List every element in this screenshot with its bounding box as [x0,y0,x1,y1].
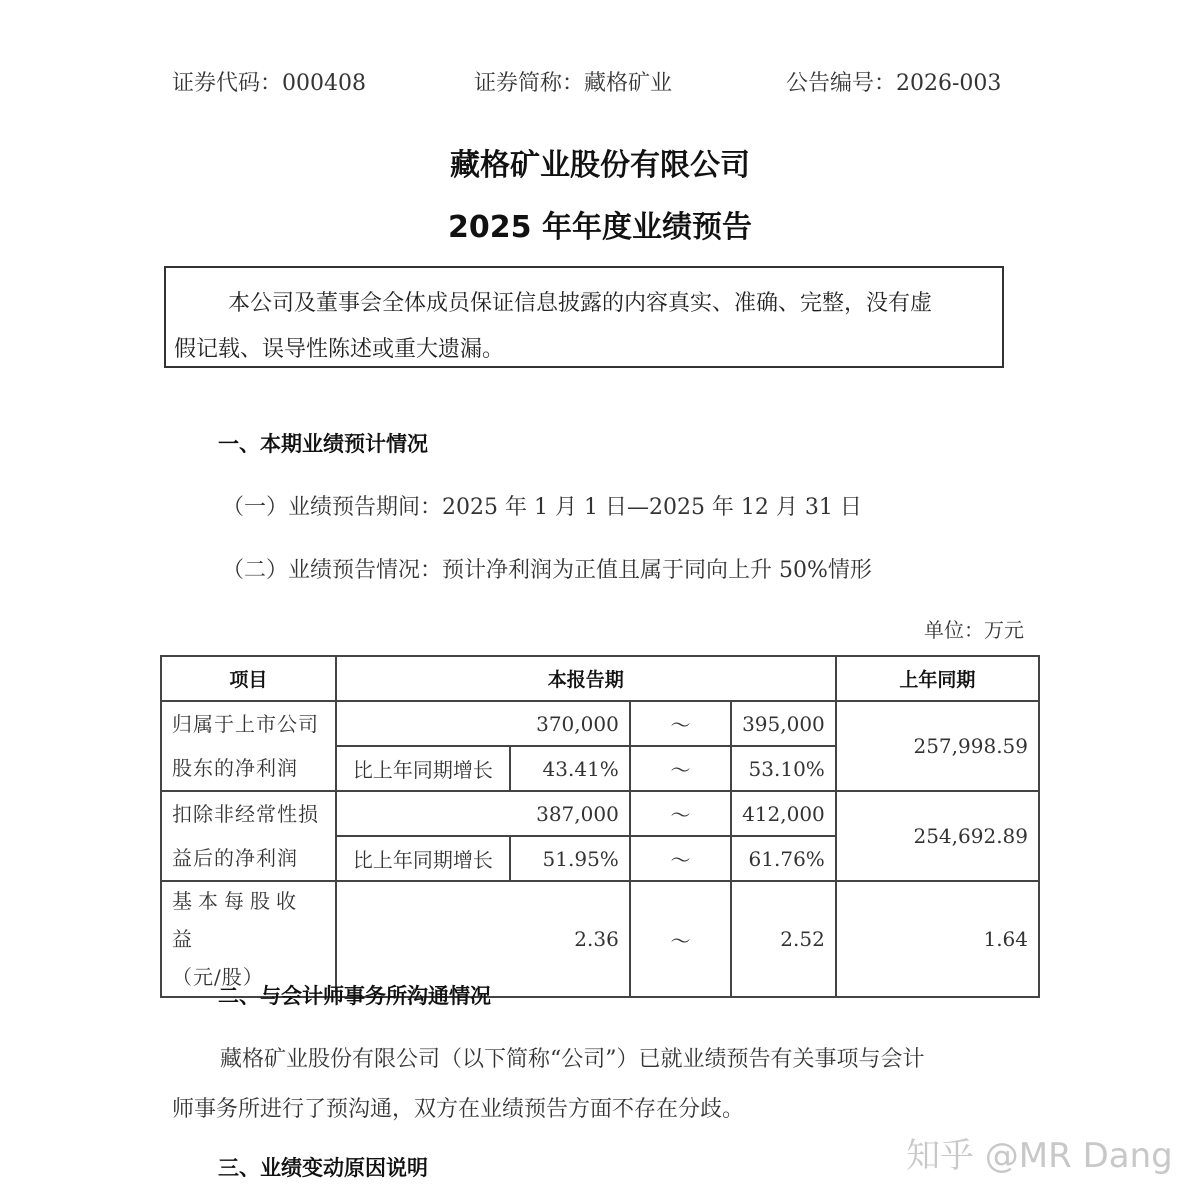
net-profit-prior: 257,998.59 [836,701,1039,791]
report-title: 2025 年年度业绩预告 [448,210,752,245]
net-profit-low: 370,000 [336,701,630,746]
row-item-net-profit: 归属于上市公司 股东的净利润 [161,701,336,791]
table-header-row [161,656,1039,701]
eps-high: 2.52 [731,881,836,997]
growth-label: 比上年同期增长 [336,836,510,881]
disclaimer-box [164,266,1004,368]
forecast-situation: （二）业绩预告情况：预计净利润为正值且属于同向上升 50%情形 [222,558,872,583]
net-profit-growth-low: 43.41% [510,746,630,791]
header-item: 项目 [161,656,336,701]
range-tilde: ～ [630,791,731,836]
section-2-heading: 二、与会计师事务所沟通情况 [218,984,491,1008]
forecast-period: （一）业绩预告期间：2025 年 1 月 1 日—2025 年 12 月 31 日 [222,495,862,520]
company-title: 藏格矿业股份有限公司 [450,148,750,183]
unit-label: 单位：万元 [924,618,1024,642]
header-current-period: 本报告期 [336,656,836,701]
disclaimer-line-1: 本公司及董事会全体成员保证信息披露的内容真实、准确、完整，没有虚 [228,291,933,316]
growth-label: 比上年同期增长 [336,746,510,791]
net-profit-high: 395,000 [731,701,836,746]
section-1-heading: 一、本期业绩预计情况 [218,432,428,456]
row-item-eps: 基本每股收益 （元/股） [161,881,336,997]
section-3-heading: 三、业绩变动原因说明 [218,1156,428,1180]
range-tilde: ～ [630,836,731,881]
announcement-number: 公告编号：2026-003 [786,71,1002,96]
eps-low: 2.36 [336,881,630,997]
range-tilde: ～ [630,881,731,997]
stock-name: 证券简称：藏格矿业 [474,71,673,96]
section-2-line-2: 师事务所进行了预沟通，双方在业绩预告方面不存在分歧。 [172,1097,745,1122]
range-tilde: ～ [630,746,731,791]
range-tilde: ～ [630,701,731,746]
net-profit-growth-high: 53.10% [731,746,836,791]
header-prior-period: 上年同期 [836,656,1039,701]
forecast-table [160,655,1040,998]
deducted-growth-low: 51.95% [510,836,630,881]
deducted-profit-low: 387,000 [336,791,630,836]
disclaimer-line-2: 假记载、误导性陈述或重大遗漏。 [174,337,505,362]
stock-code: 证券代码：000408 [172,71,366,96]
table-row [161,791,1039,836]
row-item-deducted-net-profit: 扣除非经常性损 益后的净利润 [161,791,336,881]
deducted-profit-high: 412,000 [731,791,836,836]
deducted-profit-prior: 254,692.89 [836,791,1039,881]
section-2-line-1: 藏格矿业股份有限公司（以下简称“公司”）已就业绩预告有关事项与会计 [220,1047,925,1072]
table-row [161,701,1039,746]
zhihu-watermark: 知乎 @MR Dang [906,1136,1173,1176]
eps-prior: 1.64 [836,881,1039,997]
deducted-growth-high: 61.76% [731,836,836,881]
